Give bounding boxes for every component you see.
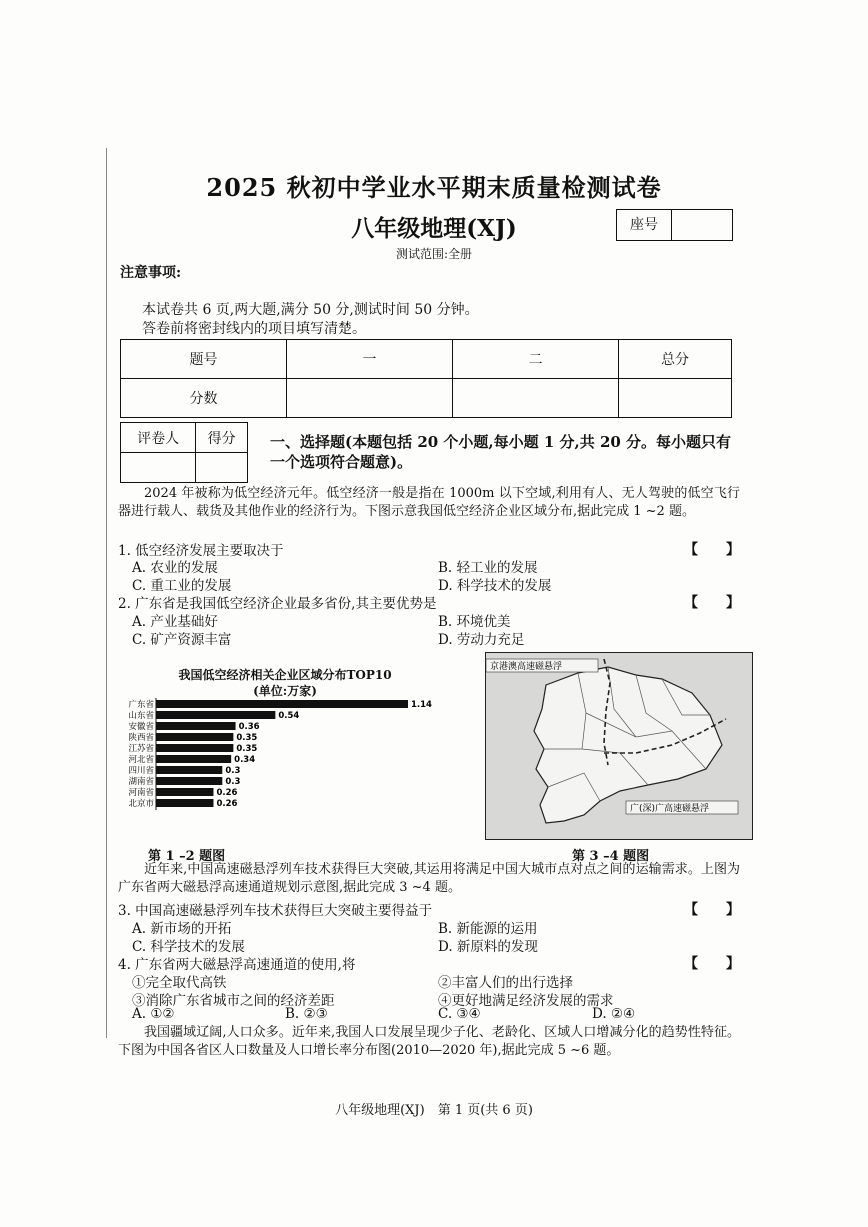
q4-option-a[interactable]: A. ①② bbox=[132, 1006, 175, 1022]
bar bbox=[156, 788, 213, 796]
q4-statement-3: ③消除广东省城市之间的经济差距 bbox=[132, 993, 335, 1009]
q2-option-b[interactable]: B. 环境优美 bbox=[438, 614, 511, 630]
category-label: 江苏省 bbox=[128, 744, 154, 754]
grader-table bbox=[120, 422, 248, 483]
category-label: 北京市 bbox=[128, 799, 154, 809]
chart-title-block bbox=[120, 667, 450, 699]
category-label: 四川省 bbox=[128, 766, 154, 776]
figure-caption-1-2: 第 1 –2 题图 bbox=[148, 849, 226, 864]
value-label: 0.34 bbox=[234, 755, 256, 765]
exam-title: 2025 秋初中学业水平期末质量检测试卷 bbox=[206, 173, 662, 202]
score-table-header-cell: 题号 bbox=[121, 340, 287, 379]
answer-bracket-2[interactable]: 【 】 bbox=[684, 595, 740, 611]
q4-statement-4: ④更好地满足经济发展的需求 bbox=[438, 993, 614, 1009]
q3-option-c[interactable]: C. 科学技术的发展 bbox=[132, 939, 245, 955]
bar bbox=[156, 744, 233, 752]
score-table bbox=[120, 339, 732, 418]
q4-option-d[interactable]: D. ②④ bbox=[592, 1006, 636, 1022]
question-1-stem: 1. 低空经济发展主要取决于 bbox=[118, 543, 284, 559]
value-label: 0.35 bbox=[236, 733, 258, 743]
maglev-route-map bbox=[485, 652, 753, 840]
test-range: 测试范围:全册 bbox=[395, 247, 473, 261]
chart-title: 我国低空经济相关企业区域分布TOP10 bbox=[178, 668, 392, 682]
notice-heading: 注意事项: bbox=[120, 265, 182, 281]
q3-option-d[interactable]: D. 新原料的发现 bbox=[438, 939, 538, 955]
score-label: 得分 bbox=[196, 423, 248, 453]
bar bbox=[156, 700, 408, 708]
q1-option-a[interactable]: A. 农业的发展 bbox=[132, 560, 218, 576]
notice-line-1: 本试卷共 6 页,两大题,满分 50 分,测试时间 50 分钟。 bbox=[142, 302, 479, 318]
question-2-stem: 2. 广东省是我国低空经济企业最多省份,其主要优势是 bbox=[118, 596, 437, 612]
guangdong-map-drawing bbox=[486, 653, 752, 839]
score-table-header-cell: 二 bbox=[453, 340, 619, 379]
category-label: 湖南省 bbox=[128, 777, 154, 787]
chart-unit: (单位:万家) bbox=[253, 684, 317, 698]
q2-option-c[interactable]: C. 矿产资源丰富 bbox=[132, 632, 232, 648]
score-cell[interactable] bbox=[287, 379, 453, 418]
value-label: 0.54 bbox=[278, 711, 300, 721]
q4-option-b[interactable]: B. ②③ bbox=[285, 1006, 328, 1022]
question-3-stem: 3. 中国高速磁悬浮列车技术获得巨大突破主要得益于 bbox=[118, 903, 433, 919]
intro-questions-3-4: 近年来,中国高速磁悬浮列车技术获得巨大突破,其运用将满足中国大城市点对点之间的运输需求。上图为广东省两大磁悬浮高速通道规划示意图,据此完成 3 ~4 题。 bbox=[118, 862, 740, 895]
grader-cell[interactable] bbox=[121, 453, 196, 483]
map-label-top: 京港澳高速磁悬浮 bbox=[490, 662, 563, 672]
seat-input[interactable] bbox=[672, 210, 732, 240]
grader-label: 评卷人 bbox=[121, 423, 196, 453]
answer-bracket-3[interactable]: 【 】 bbox=[684, 902, 740, 918]
bar-chart bbox=[118, 698, 458, 810]
section-1-heading: 一、选择题(本题包括 20 个小题,每小题 1 分,共 20 分。每小题只有一个选项符合题意)。 bbox=[270, 433, 732, 471]
value-label: 0.3 bbox=[225, 777, 241, 787]
score-table-header-cell: 一 bbox=[287, 340, 453, 379]
bar bbox=[156, 777, 222, 785]
q1-option-d[interactable]: D. 科学技术的发展 bbox=[438, 578, 552, 594]
category-label: 河南省 bbox=[128, 788, 154, 798]
value-label: 0.3 bbox=[225, 766, 241, 776]
seat-label: 座号 bbox=[617, 210, 672, 240]
bar bbox=[156, 711, 275, 719]
category-label: 广东省 bbox=[128, 700, 154, 710]
q3-option-b[interactable]: B. 新能源的运用 bbox=[438, 921, 538, 937]
bar bbox=[156, 722, 236, 730]
binding-line bbox=[106, 148, 107, 1038]
q4-statement-2: ②丰富人们的出行选择 bbox=[438, 975, 573, 991]
q4-option-c[interactable]: C. ③④ bbox=[438, 1006, 481, 1022]
category-label: 山东省 bbox=[128, 711, 154, 721]
intro-questions-1-2: 2024 年被称为低空经济元年。低空经济一般是指在 1000m 以下空域,利用有人、无人驾驶的低空飞行器进行载人、载货及其他作业的经济行为。下图示意我国低空经济企业区域分布,据此完成 1 ~2 题。 bbox=[118, 486, 740, 519]
category-label: 安徽省 bbox=[128, 722, 154, 732]
value-label: 0.26 bbox=[216, 799, 238, 809]
map-label-bottom: 广(深)广高速磁悬浮 bbox=[630, 804, 710, 814]
q4-statement-1: ①完全取代高铁 bbox=[132, 975, 227, 991]
value-label: 0.26 bbox=[216, 788, 238, 798]
q1-option-b[interactable]: B. 轻工业的发展 bbox=[438, 560, 538, 576]
bar bbox=[156, 766, 222, 774]
category-label: 河北省 bbox=[128, 755, 154, 765]
notice-line-2: 答卷前将密封线内的项目填写清楚。 bbox=[142, 321, 366, 337]
score-cell[interactable] bbox=[619, 379, 732, 418]
answer-bracket-1[interactable]: 【 】 bbox=[684, 542, 740, 558]
score-table-header-cell: 总分 bbox=[619, 340, 732, 379]
exam-subtitle: 八年级地理(XJ) bbox=[351, 215, 517, 242]
answer-bracket-4[interactable]: 【 】 bbox=[684, 956, 740, 972]
q1-option-c[interactable]: C. 重工业的发展 bbox=[132, 578, 232, 594]
score-cell[interactable] bbox=[453, 379, 619, 418]
value-label: 0.36 bbox=[238, 722, 260, 732]
figure-caption-3-4: 第 3 –4 题图 bbox=[572, 849, 650, 864]
q3-option-a[interactable]: A. 新市场的开拓 bbox=[132, 921, 232, 937]
q2-option-d[interactable]: D. 劳动力充足 bbox=[438, 632, 525, 648]
score-row-label: 分数 bbox=[121, 379, 287, 418]
intro-questions-5-6: 我国疆域辽阔,人口众多。近年来,我国人口发展呈现少子化、老龄化、区域人口增减分化的趋势性特征。下图为中国各省区人口数量及人口增长率分布图(2010—2020 年),据此完成 5 ~6 题。 bbox=[118, 1025, 740, 1058]
bar bbox=[156, 733, 233, 741]
category-label: 陕西省 bbox=[128, 733, 154, 743]
value-label: 1.14 bbox=[411, 700, 432, 710]
bar bbox=[156, 799, 213, 807]
bar bbox=[156, 755, 231, 763]
page-footer: 八年级地理(XJ) 第 1 页(共 6 页) bbox=[335, 1103, 533, 1118]
score-cell[interactable] bbox=[196, 453, 248, 483]
question-4-stem: 4. 广东省两大磁悬浮高速通道的使用,将 bbox=[118, 957, 356, 973]
value-label: 0.35 bbox=[236, 744, 258, 754]
q2-option-a[interactable]: A. 产业基础好 bbox=[132, 614, 218, 630]
seat-number-box bbox=[616, 209, 733, 241]
